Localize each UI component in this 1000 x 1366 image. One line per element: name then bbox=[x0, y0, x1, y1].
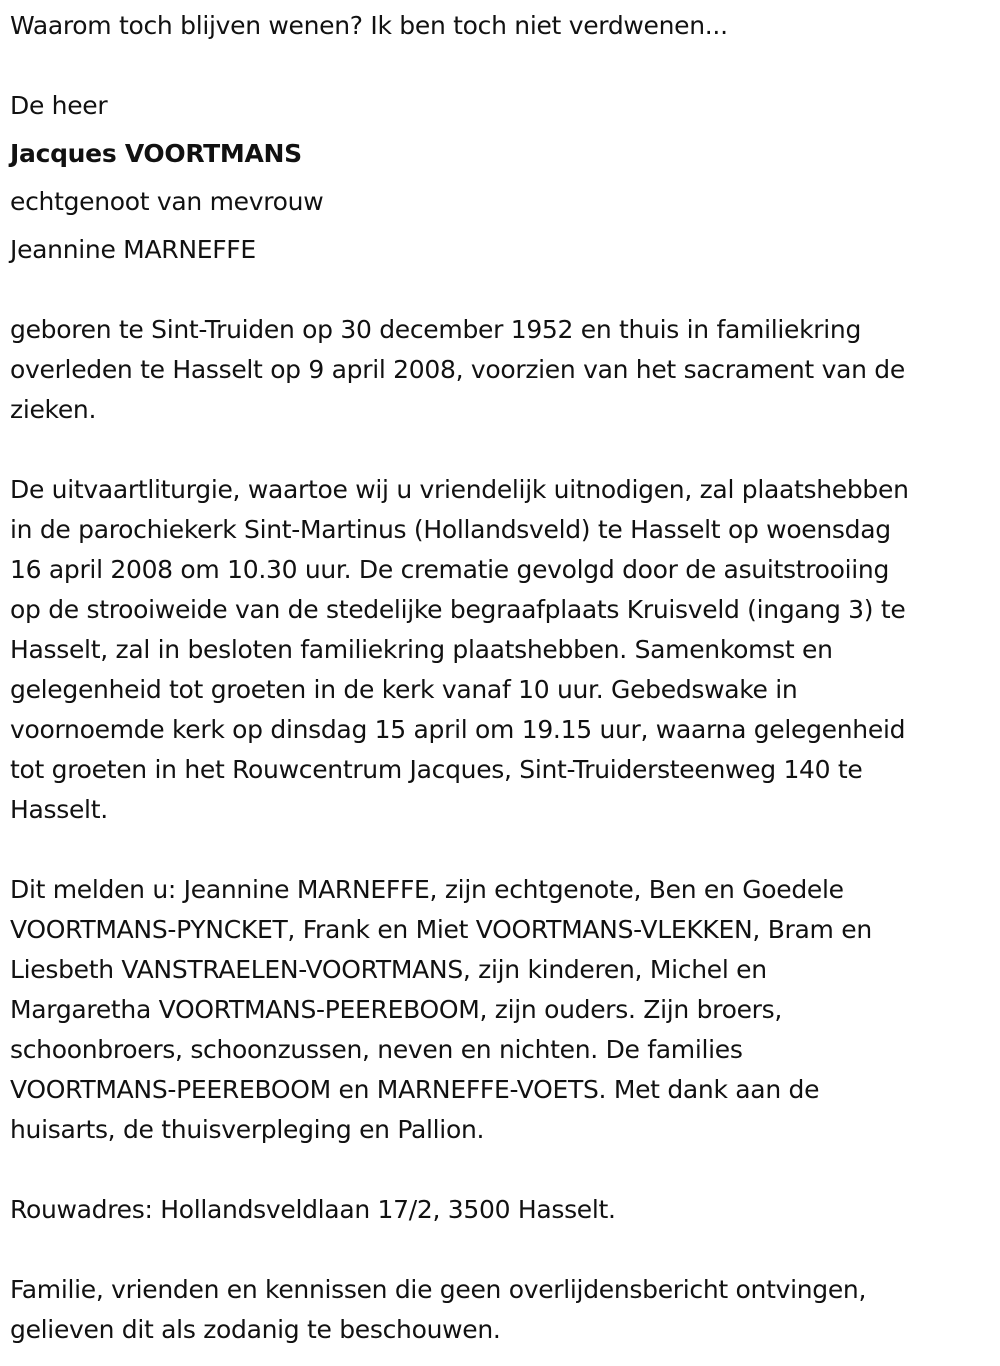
honorific: De heer bbox=[10, 91, 108, 120]
text-line: huisarts, de thuisverpleging en Pallion. bbox=[10, 1115, 485, 1144]
spouse-intro: echtgenoot van mevrouw bbox=[10, 187, 324, 216]
text-line: Hasselt, zal in besloten familiekring plaatshebben. Samenkomst en bbox=[10, 635, 833, 664]
text-line: schoonbroers, schoonzussen, neven en nichten. De families bbox=[10, 1035, 743, 1064]
text-line: Liesbeth VANSTRAELEN-VOORTMANS, zijn kinderen, Michel en bbox=[10, 955, 767, 984]
birth-death-paragraph bbox=[10, 310, 990, 430]
address-paragraph bbox=[10, 1190, 990, 1230]
funeral-paragraph bbox=[10, 470, 990, 830]
opening-quote: Waarom toch blijven wenen? Ik ben toch niet verdwenen... bbox=[10, 11, 728, 40]
text-line: voornoemde kerk op dinsdag 15 april om 19.15 uur, waarna gelegenheid bbox=[10, 715, 906, 744]
text-line: zieken. bbox=[10, 395, 97, 424]
text-line: gelegenheid tot groeten in de kerk vanaf 10 uur. Gebedswake in bbox=[10, 675, 798, 704]
text-line: tot groeten in het Rouwcentrum Jacques, Sint-Truidersteenweg 140 te bbox=[10, 755, 863, 784]
text-line: overleden te Hasselt op 9 april 2008, voorzien van het sacrament van de bbox=[10, 355, 905, 384]
text-line: 16 april 2008 om 10.30 uur. De crematie gevolgd door de asuitstrooiing bbox=[10, 555, 890, 584]
text-line: Hasselt. bbox=[10, 795, 108, 824]
family-paragraph bbox=[10, 870, 990, 1150]
text-line: Dit melden u: Jeannine MARNEFFE, zijn echtgenote, Ben en Goedele bbox=[10, 875, 844, 904]
text-line: VOORTMANS-PYNCKET, Frank en Miet VOORTMANS-VLEKKEN, Bram en bbox=[10, 915, 872, 944]
text-line: gelieven dit als zodanig te beschouwen. bbox=[10, 1315, 501, 1344]
text-line: Margaretha VOORTMANS-PEEREBOOM, zijn ouders. Zijn broers, bbox=[10, 995, 783, 1024]
text-line: De uitvaartliturgie, waartoe wij u vriendelijk uitnodigen, zal plaatshebben bbox=[10, 475, 909, 504]
text-line: VOORTMANS-PEEREBOOM en MARNEFFE-VOETS. Met dank aan de bbox=[10, 1075, 820, 1104]
mourning-address: Rouwadres: Hollandsveldlaan 17/2, 3500 Hasselt. bbox=[10, 1195, 616, 1224]
spouse-name: Jeannine MARNEFFE bbox=[10, 235, 256, 264]
deceased-name: Jacques VOORTMANS bbox=[10, 139, 302, 168]
text-line: Familie, vrienden en kennissen die geen overlijdensbericht ontvingen, bbox=[10, 1275, 867, 1304]
closing-paragraph bbox=[10, 1270, 990, 1350]
text-line: in de parochiekerk Sint-Martinus (Hollandsveld) te Hasselt op woensdag bbox=[10, 515, 891, 544]
text-line: op de strooiweide van de stedelijke begraafplaats Kruisveld (ingang 3) te bbox=[10, 595, 906, 624]
text-line: geboren te Sint-Truiden op 30 december 1952 en thuis in familiekring bbox=[10, 315, 862, 344]
